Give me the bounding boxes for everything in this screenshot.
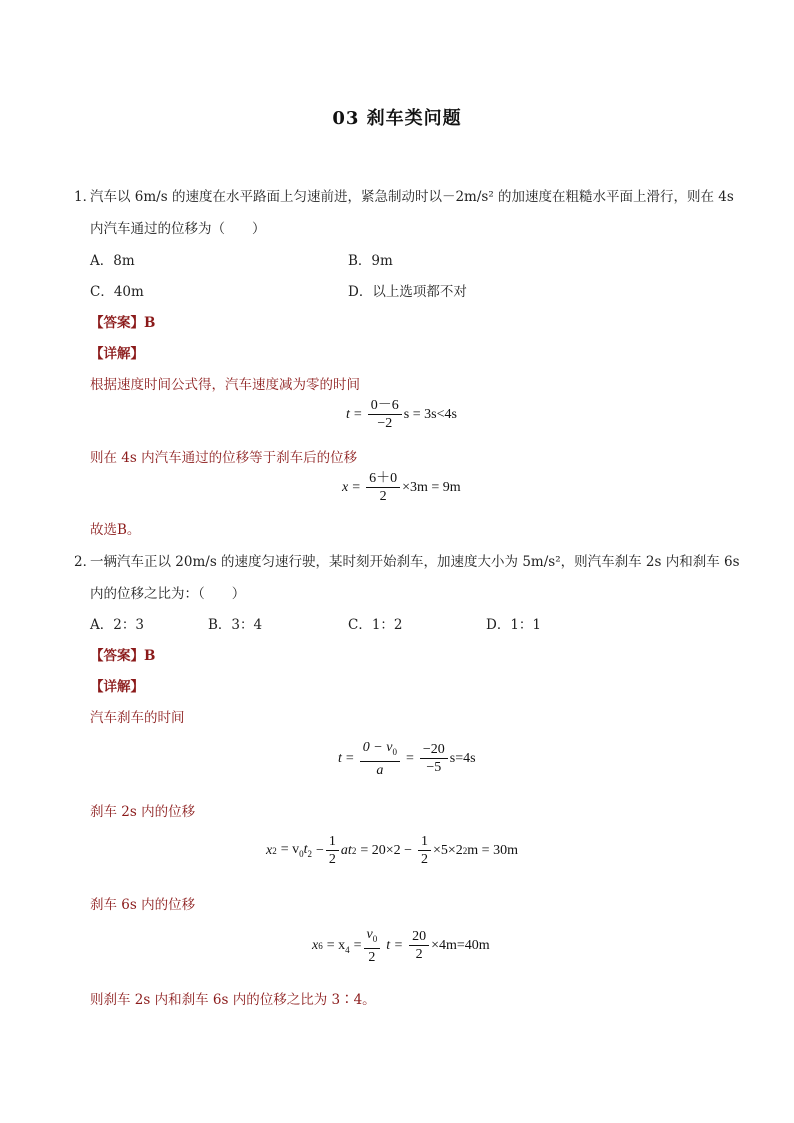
option-d: D．以上选项都不对 (348, 284, 467, 300)
formula-displacement: x = $\frac{6+0}{2}$ ×3m = 9m (342, 471, 461, 504)
explanation-text: 刹车 2s 内的位移 (90, 804, 196, 820)
explanation-text: 根据速度时间公式得，汽车速度减为零的时间 (90, 377, 360, 393)
question-stem-line1: 一辆汽车正以 20m/s 的速度匀速行驶，某时刻开始刹车，加速度大小为 5m/s²，则汽车刹车 2s 内和刹车 6s (90, 554, 740, 570)
option-a: A．8m (90, 253, 135, 269)
question-number: 2． (74, 554, 97, 570)
formula-braking-time: t = $\frac{0 - v_0}{a}$ = $\frac{-20}{-5}$ s=4s (338, 740, 476, 778)
option-d: D．1：1 (486, 617, 542, 633)
option-c: C．1：2 (348, 617, 403, 633)
answer-label: 【答案】B (90, 648, 156, 664)
explanation-text: 汽车刹车的时间 (90, 710, 185, 726)
detail-label: 【详解】 (90, 346, 144, 362)
option-b: B．3：4 (208, 617, 263, 633)
option-a: A．2：3 (90, 617, 144, 633)
formula-displacement-6s: x 6 = $x_4$ = $\frac{v_0}{2}$ t = $\frac{20}{2}$ ×4m=40m (312, 927, 490, 965)
question-stem-line2: 内的位移之比为：（ ） (90, 586, 246, 602)
conclusion-text: 则刹车 2s 内和刹车 6s 内的位移之比为 3∶4。 (90, 992, 376, 1008)
detail-label: 【详解】 (90, 679, 144, 695)
question-stem-line1: 汽车以 6m/s 的速度在水平路面上匀速前进，紧急制动时以－2m/s² 的加速度在粗糙水平面上滑行，则在 4s (90, 189, 734, 205)
explanation-text: 刹车 6s 内的位移 (90, 897, 196, 913)
option-c: C．40m (90, 284, 144, 300)
conclusion-text: 故选B。 (90, 522, 141, 538)
formula-displacement-2s: x 2 = $v_0t_2$ − $\frac{1}{2}$ at 2 = 20×2 − $\frac{1}{2}$ ×5×2 2 m = 30m (266, 834, 518, 867)
page-title: 03 刹车类问题 (332, 108, 462, 129)
option-b: B．9m (348, 253, 393, 269)
formula-time: t = $\frac{0-6}{-2}$ s = 3s<4s (346, 398, 457, 431)
question-stem-line2: 内汽车通过的位移为（ ） (90, 221, 266, 237)
answer-label: 【答案】B (90, 315, 156, 331)
explanation-text: 则在 4s 内汽车通过的位移等于刹车后的位移 (90, 450, 358, 466)
question-number: 1． (74, 189, 97, 205)
